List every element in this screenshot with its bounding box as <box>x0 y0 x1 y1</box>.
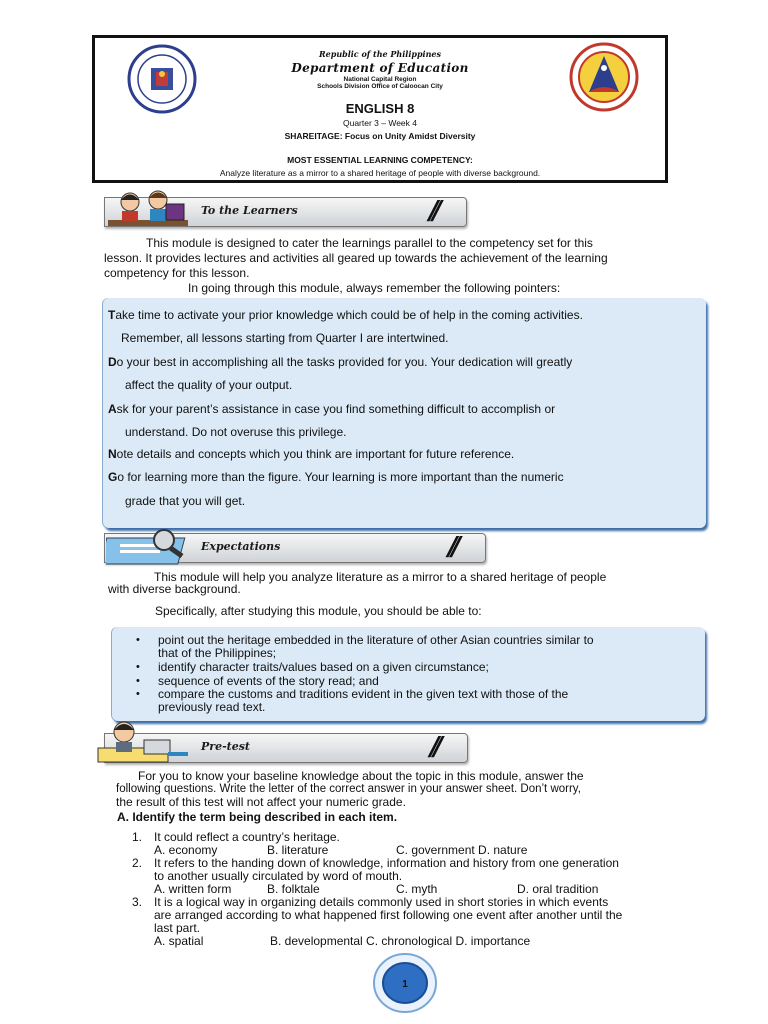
expectation-item: • sequence of events of the story read; and <box>136 674 379 688</box>
expectation-item: • compare the customs and traditions evident in the given text with those of the previously read text. <box>136 687 569 714</box>
pretest-icon <box>94 718 190 770</box>
learners-intro-line1: This module is designed to cater the learnings parallel to the competency set for this <box>146 236 593 250</box>
melc-title: MOST ESSENTIAL LEARNING COMPETENCY: <box>287 155 473 165</box>
expectations-intro-line2: with diverse background. <box>108 582 241 596</box>
page-number-badge <box>372 952 438 1014</box>
question-text: It could reflect a country’s heritage. <box>154 830 340 844</box>
choice: A. economy <box>154 843 218 857</box>
question-text: to another usually circulated by word of mouth. <box>154 869 403 883</box>
melc-text: Analyze literature as a mirror to a shared heritage of people with diverse background. <box>219 168 541 178</box>
pointer-item: Do your best in accomplishing all the tasks provided for you. Your dedication will greatly <box>108 355 573 369</box>
topic-title: SHAREITAGE: Focus on Unity Amidst Diversity <box>284 131 476 141</box>
region-text: National Capital Region <box>343 76 417 83</box>
question-text: last part. <box>154 921 201 935</box>
republic-text: Republic of the Philippines <box>318 49 441 59</box>
choice: A. spatial <box>154 934 204 948</box>
header-box <box>92 35 668 183</box>
pointer-item-cont: affect the quality of your output. <box>125 378 293 392</box>
question-number: 3. <box>132 895 143 909</box>
department-title: Department of Education <box>291 61 469 75</box>
expectations-icon <box>106 526 198 570</box>
question-text: It refers to the handing down of knowledge, information and history from one generation <box>154 856 619 870</box>
quarter-week: Quarter 3 – Week 4 <box>342 118 418 128</box>
expectation-item: • identify character traits/values based on a given circumstance; <box>136 660 489 674</box>
learners-intro-line3: competency for this lesson. <box>104 266 250 280</box>
specifically-text: Specifically, after studying this module, you should be able to: <box>155 604 482 618</box>
division-text: Schools Division Office of Caloocan City <box>317 83 443 90</box>
banner-label: To the Learners <box>201 204 298 217</box>
subject-title: ENGLISH 8 <box>345 101 415 116</box>
pointer-item: Note details and concepts which you think are important for future reference. <box>108 447 515 461</box>
banner-label: Pre-test <box>201 740 250 753</box>
page-number: 1 <box>402 979 408 990</box>
pretest-intro-line3: the result of this test will not affect your numeric grade. <box>116 795 406 809</box>
question-number: 1. <box>132 830 143 844</box>
pointer-item-cont: grade that you will get. <box>125 494 246 508</box>
question-text: are arranged according to what happened first following one event after another until the <box>154 908 623 922</box>
choice: B. developmental C. chronological D. importance <box>270 934 531 948</box>
double-slash-icon: // <box>430 732 437 762</box>
choice: C. myth <box>396 882 438 896</box>
question-text: It is a logical way in organizing details commonly used in short stories in which events <box>154 895 609 909</box>
double-slash-icon: // <box>448 532 455 562</box>
pretest-intro-line2: following questions. Write the letter of the correct answer in your answer sheet. Don’t worry, <box>116 783 581 795</box>
pointer-item: Go for learning more than the figure. Your learning is more important than the numeric <box>108 470 564 484</box>
double-slash-icon: // <box>429 196 436 226</box>
pointer-item: Take time to activate your prior knowledge which could be of help in the coming activities. <box>108 308 583 322</box>
expectations-box <box>112 627 705 721</box>
choice: C. government D. nature <box>396 843 528 857</box>
learners-intro-line2: lesson. It provides lectures and activities all geared up towards the achievement of the learning <box>104 251 608 265</box>
expectation-item: • point out the heritage embedded in the literature of other Asian countries similar to that of the Philippines; <box>136 633 594 660</box>
choice: B. literature <box>267 843 329 857</box>
pointer-item-cont: understand. Do not overuse this privilege. <box>125 425 347 439</box>
choice: A. written form <box>154 882 232 896</box>
banner-label: Expectations <box>201 540 281 553</box>
pointers-intro: In going through this module, always remember the following pointers: <box>188 281 561 295</box>
part-a-title: A. Identify the term being described in each item. <box>117 810 398 824</box>
question-number: 2. <box>132 856 143 870</box>
choice: D. oral tradition <box>517 882 599 896</box>
pointer-item: Ask for your parent’s assistance in case you find something difficult to accomplish or <box>108 402 556 416</box>
expectations-intro-line1: This module will help you analyze literature as a mirror to a shared heritage of people <box>154 570 607 584</box>
choice: B. folktale <box>267 882 320 896</box>
pretest-intro-line1: For you to know your baseline knowledge about the topic in this module, answer the <box>138 769 584 783</box>
learners-icon <box>100 186 195 236</box>
pointer-item-cont: Remember, all lessons starting from Quarter I are intertwined. <box>121 331 449 345</box>
pointers-box <box>103 298 706 528</box>
